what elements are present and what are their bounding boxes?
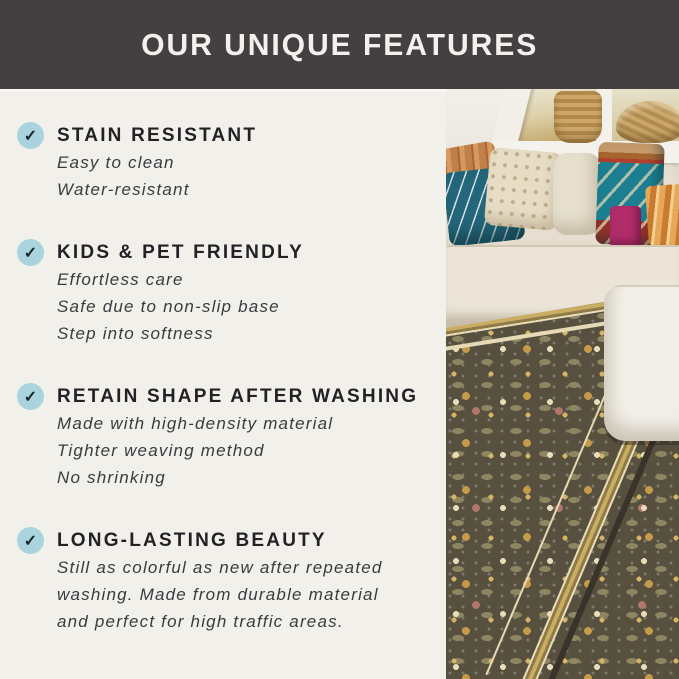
feature-stain-resistant [17,122,428,203]
feature-line: Made with high-density material [57,414,334,433]
feature-retain-shape [17,383,428,491]
feature-line: Easy to clean [57,153,175,172]
feature-title: RETAIN SHAPE AFTER WASHING [57,386,419,407]
feature-line: Tighter weaving method [57,441,265,460]
room-photo [446,89,679,679]
wicker-basket-planter [554,91,602,143]
cream-pillow [553,153,601,235]
check-glyph: ✓ [23,244,38,262]
page-title: OUR UNIQUE FEATURES [140,26,539,62]
check-icon [17,239,44,266]
feature-title: LONG-LASTING BEAUTY [57,530,327,551]
feature-title: KIDS & PET FRIENDLY [57,242,304,263]
feature-line: Step into softness [57,324,214,343]
header-banner [0,0,679,89]
check-icon [17,122,44,149]
check-glyph: ✓ [23,532,38,550]
feature-line: washing. Made from durable material [57,585,379,604]
orange-striped-pillow [645,184,679,248]
feature-line: Safe due to non-slip base [57,297,280,316]
feature-title: STAIN RESISTANT [57,125,258,146]
check-glyph: ✓ [23,388,38,406]
feature-line: Still as colorful as new after repeated [57,558,383,577]
features-panel [0,89,446,679]
feature-long-lasting-beauty [17,527,428,635]
white-chaise [604,285,679,441]
feature-kids-pet-friendly [17,239,428,347]
feature-line: Effortless care [57,270,184,289]
feature-line: Water-resistant [57,180,190,199]
check-glyph: ✓ [23,127,38,145]
feature-line: No shrinking [57,468,166,487]
check-icon [17,383,44,410]
magenta-pillow [610,206,641,247]
feature-line: and perfect for high traffic areas. [57,612,344,631]
check-icon [17,527,44,554]
cream-textured-pillow [484,147,564,231]
